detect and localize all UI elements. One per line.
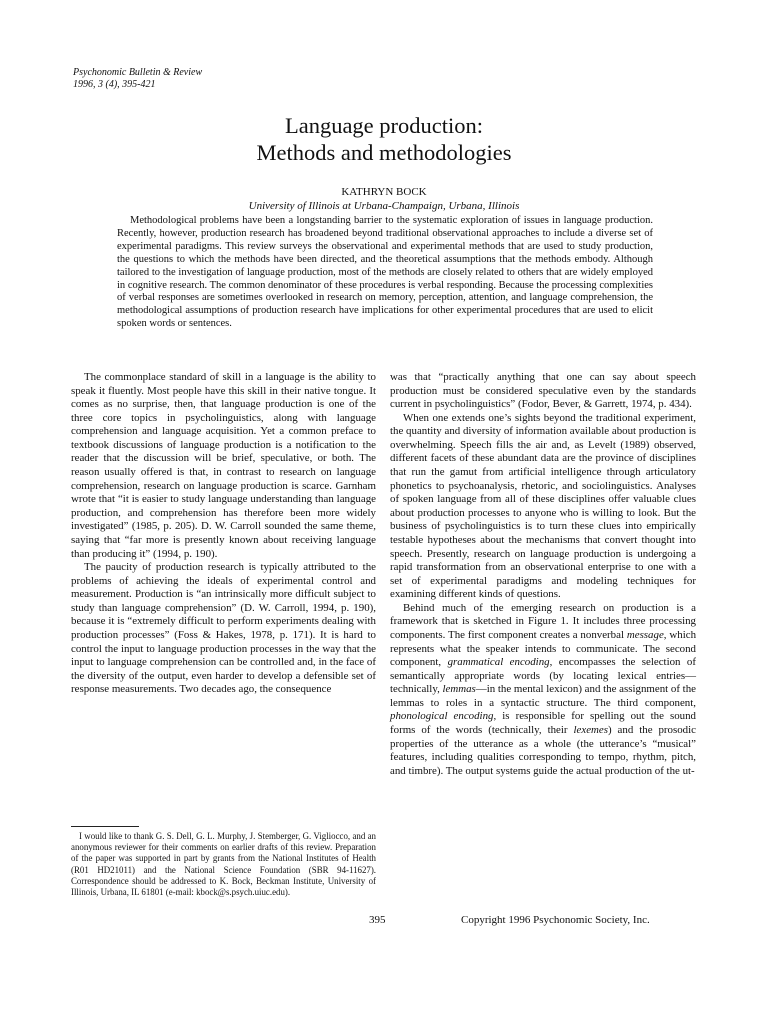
term-grammatical-encoding: grammatical encoding: [447, 656, 550, 669]
copyright-notice: Copyright 1996 Psychonomic Society, Inc.: [461, 914, 650, 926]
body-paragraph: The commonplace standard of skill in a language is the ability to speak it fluently. Most people have this skill in their native tongue. It comes as no surprise, then, that language production is one of the three core topics in psycholinguistics, along with language comprehension and language acquisition. Yet a common preface to textbook discussions of language production is a notification to the reader that the discussion will be brief, speculative, or both. The reason usually offered is that, in contrast to research on language comprehension, research on language production is scarce. Garnham wrote that “it is easier to study language understanding than language production, and comprehension has therefore been more widely investigated” (1985, p. 205). D. W. Carroll sounded the same theme, saying that “far more is presently known about receiving language than producing it” (1994, p. 190).: [71, 371, 376, 560]
footnote-divider: [71, 826, 139, 827]
right-column: [390, 371, 696, 778]
term-message: message: [626, 628, 664, 641]
body-paragraph: was that “practically anything that one can say about speech production must be considered speculative even by the standards current in psycholinguistics” (Fodor, Bever, & Garrett, 1974, p. 434).: [390, 371, 696, 411]
author-affiliation: University of Illinois at Urbana-Champaign, Urbana, Illinois: [248, 200, 520, 212]
abstract-text: Methodological problems have been a longstanding barrier to the systematic exploration of issues in language production. Recently, however, production research has broadened beyond traditional observational approaches to include a diverse set of experimental paradigms. This review surveys the observational and experimental methods that are used to study production, the questions to which the methods have been directed, and the theoretical assumptions that the methods embody. Although tailored to the investigation of language production, most of the methods are closely related to others that are widely employed in cognitive research. The common denominator of these procedures is verbal responding. Because the processing complexities of verbal responses are sometimes overlooked in research on memory, perception, attention, and language comprehension, the methodological assumptions of production research have implications for other experimental procedures that are used to elicit spoken words or sentences.: [117, 215, 653, 330]
body-paragraph: The paucity of production research is typically attributed to the problems of achieving the ideals of experimental control and measurement. Production is “an intrinsically more difficult subject to study than language comprehension” (D. W. Carroll, 1994, p. 190), because it is “extremely difficult to perform experiments dealing with production processes” (Foss & Hakes, 1978, p. 171). It is hard to control the input to language production processes in the way that the input to language comprehension can be controlled and, in the face of the diversity of the output, even harder to develop a defensible set of response measurements. Two decades ago, the consequence: [71, 561, 376, 696]
journal-volume: 1996, 3 (4), 395-421: [73, 79, 156, 90]
abstract: [117, 215, 653, 331]
journal-name: Psychonomic Bulletin & Review: [73, 67, 203, 78]
left-column: [71, 371, 376, 697]
term-phonological-encoding: phonological encoding: [390, 710, 494, 723]
title-line-2: Methods and methodologies: [256, 140, 512, 165]
page-number: 395: [369, 914, 386, 926]
body-paragraph: Behind much of the emerging research on production is a framework that is sketched in Figure 1. It includes three processing components. The first component creates a nonverbal message, which represents what the speaker intends to communicate. The second component, grammatical encoding, encompasses the selection of semantically appropriate words (by locating lexical entries—technically, lemmas—in the mental lexicon) and the assignment of the lemmas to roles in a syntactic structure. The third component, phonological encoding, is responsible for spelling out the sound forms of the words (technically, their lexemes) and the prosodic properties of the utterance as a whole (the utterance’s “musical” features, including qualities corresponding to tempo, rhythm, pitch, and timbre). The output systems guide the actual production of the ut-: [390, 601, 697, 777]
journal-citation: [73, 67, 202, 91]
term-lexemes: lexemes: [573, 724, 608, 737]
title-line-1: Language production:: [284, 113, 484, 138]
footnote-text: I would like to thank G. S. Dell, G. L. Murphy, J. Stemberger, G. Vigliocco, and an anonymous reviewer for their comments on earlier drafts of this review. Preparation of the paper was supported in part by grants from the National Institutes of Health (R01 HD21011) and the National Science Foundation (SBR 94-11627). Correspondence should be addressed to K. Bock, Beckman Institute, University of Illinois, Urbana, IL 61801 (e-mail: kbock@s.psych.uiuc.edu).: [71, 831, 376, 898]
body-paragraph: When one extends one’s sights beyond the traditional experiment, the quantity and diversity of information available about production is overwhelming. Speech fills the air and, as Levelt (1989) observed, different facets of these abundant data are the province of disciplines that run the gamut from artificial intelligence through articulatory phonetics to psychoanalysis, rhetoric, and sociolinguistics. Analyses of spoken language from all of these disciplines offer valuable clues about production processes to anyone who is willing to look. But the business of psycholinguistics is to turn these clues into empirically testable hypotheses about the mechanisms that convert thought into speech. Presently, research on language production is undergoing a rapid transformation from an observational enterprise to one with a set of experimental paradigms and modeling techniques for examining different kinds of questions.: [390, 411, 696, 601]
footnote: [71, 831, 376, 898]
term-lemmas: lemmas: [442, 683, 476, 696]
article-title: [0, 112, 768, 166]
author-name: KATHRYN BOCK: [341, 186, 427, 198]
